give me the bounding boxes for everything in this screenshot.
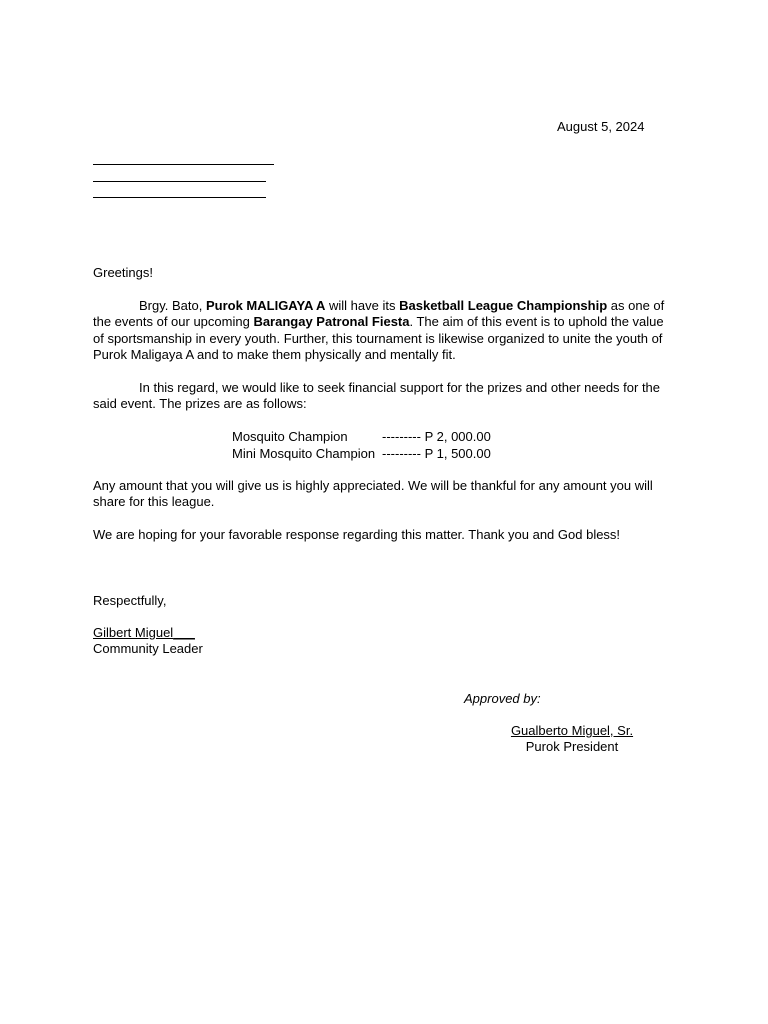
signer-name-text: Gilbert Miguel [93,625,174,640]
signer-name [93,625,195,641]
approver-title: Purok President [525,739,619,755]
recipient-blank-line [93,197,266,198]
para1-text: . The aim of this event is to uphold the value of sportsmanship in every youth. Further, this tournament is likewise organized to unite the youth of Purok Maligaya A and to make them physically and mentally fit. [93,314,664,363]
prize-amount: --------- P 1, 500.00 [382,445,491,461]
para1-text: as one of the events of our upcoming [93,298,665,330]
letter-date: August 5, 2024 [557,119,645,134]
approval-label: Approved by: [464,691,541,706]
recipient-blank-line [93,181,266,182]
approver-name: Gualberto Miguel, Sr. [510,723,634,738]
body-paragraph-3: Any amount that you will give us is highly appreciated. We will be thankful for any amount you will share for this league. [93,478,653,510]
body-paragraph-1 [93,298,673,364]
signer-title: Community Leader [93,641,203,656]
recipient-blank-line [93,164,274,165]
greeting: Greetings! [93,265,153,280]
body-paragraph-4: We are hoping for your favorable response regarding this matter. Thank you and God bless! [93,527,621,542]
prize-amount: --------- P 2, 000.00 [382,429,491,444]
para1-text: will have its [325,298,400,313]
approver-block [472,723,672,756]
para1-fiesta: Barangay Patronal Fiesta [253,314,410,330]
closing: Respectfully, [93,593,167,608]
para1-event: Basketball League Championship [399,298,608,313]
prize-list [232,429,532,463]
signer-name-underline-pad: ___ [173,625,195,640]
body-paragraph-2: In this regard, we would like to seek financial support for the prizes and other needs for the said event. The prizes are as follows: [93,380,661,412]
para1-purok: Purok MALIGAYA A [205,298,326,313]
para1-text: Brgy. Bato, [139,298,206,313]
prize-name: Mini Mosquito Champion [232,445,376,461]
prize-name: Mosquito Champion [232,429,348,444]
